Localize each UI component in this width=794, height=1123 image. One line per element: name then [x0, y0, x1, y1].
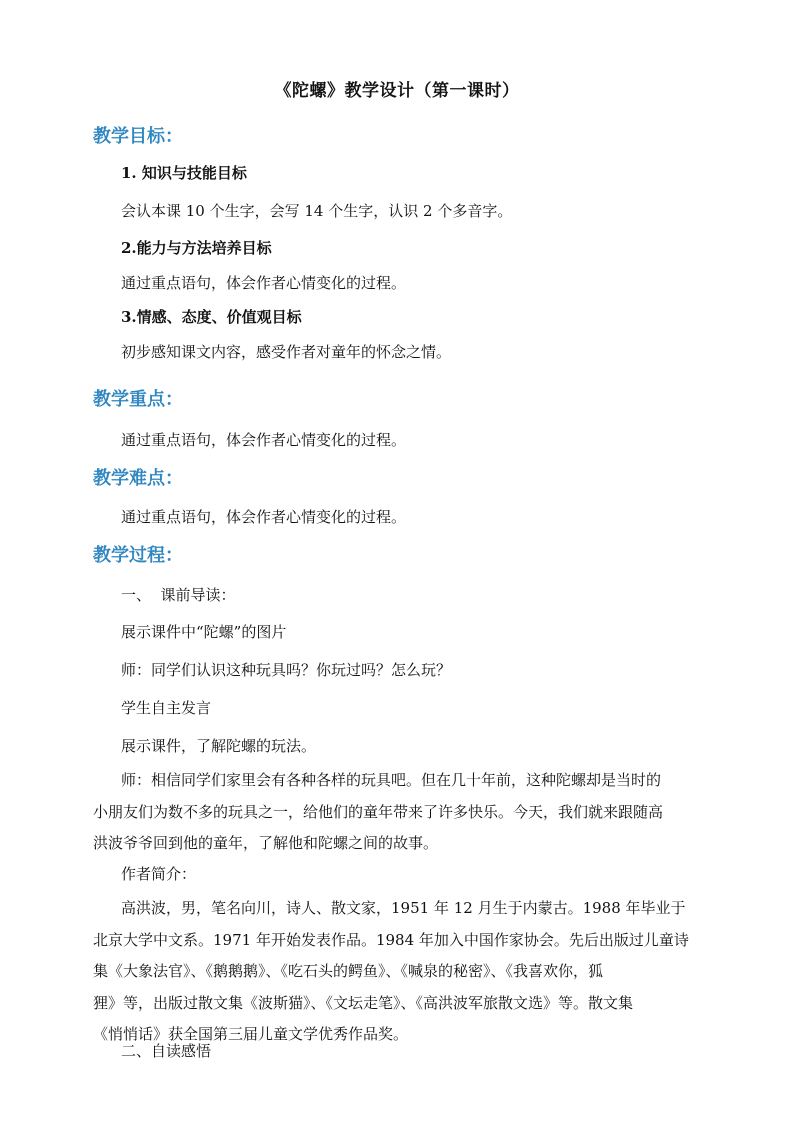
process-p7-paragraph [93, 893, 705, 1051]
process-p2: 师：同学们认识这种玩具吗？你玩过吗？怎么玩？ [121, 661, 452, 679]
paragraph-line: 师：相信同学们家里会有各种各样的玩具吧。但在几十年前，这种陀螺却是当时的 [121, 771, 662, 789]
process-step-2: 二、自读感悟 [121, 1042, 212, 1060]
objective-2-label: 2.能力与方法培养目标 [121, 239, 272, 257]
paragraph-line: 小朋友们为数不多的玩具之一，给他们的童年带来了许多快乐。今天，我们就来跟随高 [93, 802, 664, 821]
process-step-1: 一、 课前导读： [121, 586, 236, 604]
process-p6: 作者简介： [121, 865, 197, 883]
objective-1-label: 1. 知识与技能目标 [121, 164, 247, 182]
paragraph-line: 《悄悄话》获全国第三届儿童文学优秀作品奖。 [93, 1025, 409, 1043]
objective-3-text: 初步感知课文内容，感受作者对童年的怀念之情。 [121, 343, 452, 361]
objective-1-text: 会认本课 10 个生字，会写 14 个生字，认识 2 个多音字。 [121, 202, 513, 220]
heading-key-points: 教学重点： [93, 389, 183, 410]
objective-2-text: 通过重点语句，体会作者心情变化的过程。 [121, 274, 407, 292]
process-p5-paragraph [93, 765, 705, 860]
difficulties-text: 通过重点语句，体会作者心情变化的过程。 [121, 508, 407, 526]
document-title: 《陀螺》教学设计（第一课时） [274, 81, 520, 101]
process-p1: 展示课件中“陀螺”的图片 [121, 623, 287, 641]
heading-difficulties: 教学难点： [93, 468, 183, 489]
heading-process: 教学过程： [93, 545, 183, 566]
paragraph-line: 狸》等，出版过散文集《波斯猫》、《文坛走笔》、《高洪波军旅散文选》等。散文集 [93, 993, 634, 1012]
heading-objectives: 教学目标： [93, 126, 183, 147]
paragraph-line: 北京大学中文系。1971 年开始发表作品。1984 年加入中国作家协会。先后出版过儿童诗 [93, 930, 689, 949]
process-p4: 展示课件，了解陀螺的玩法。 [121, 737, 317, 755]
process-p3: 学生自主发言 [121, 699, 212, 717]
paragraph-line: 洪波爷爷回到他的童年，了解他和陀螺之间的故事。 [93, 834, 439, 852]
paragraph-line: 高洪波，男，笔名向川，诗人、散文家，1951 年 12 月生于内蒙古。1988 年毕业于 [121, 899, 686, 917]
key-points-text: 通过重点语句，体会作者心情变化的过程。 [121, 431, 407, 449]
paragraph-line: 集《大象法官》、《鹅鹅鹅》、《吃石头的鳄鱼》、《喊泉的秘密》、《我喜欢你，狐 [93, 962, 604, 980]
objective-3-label: 3.情感、态度、价值观目标 [121, 308, 302, 326]
